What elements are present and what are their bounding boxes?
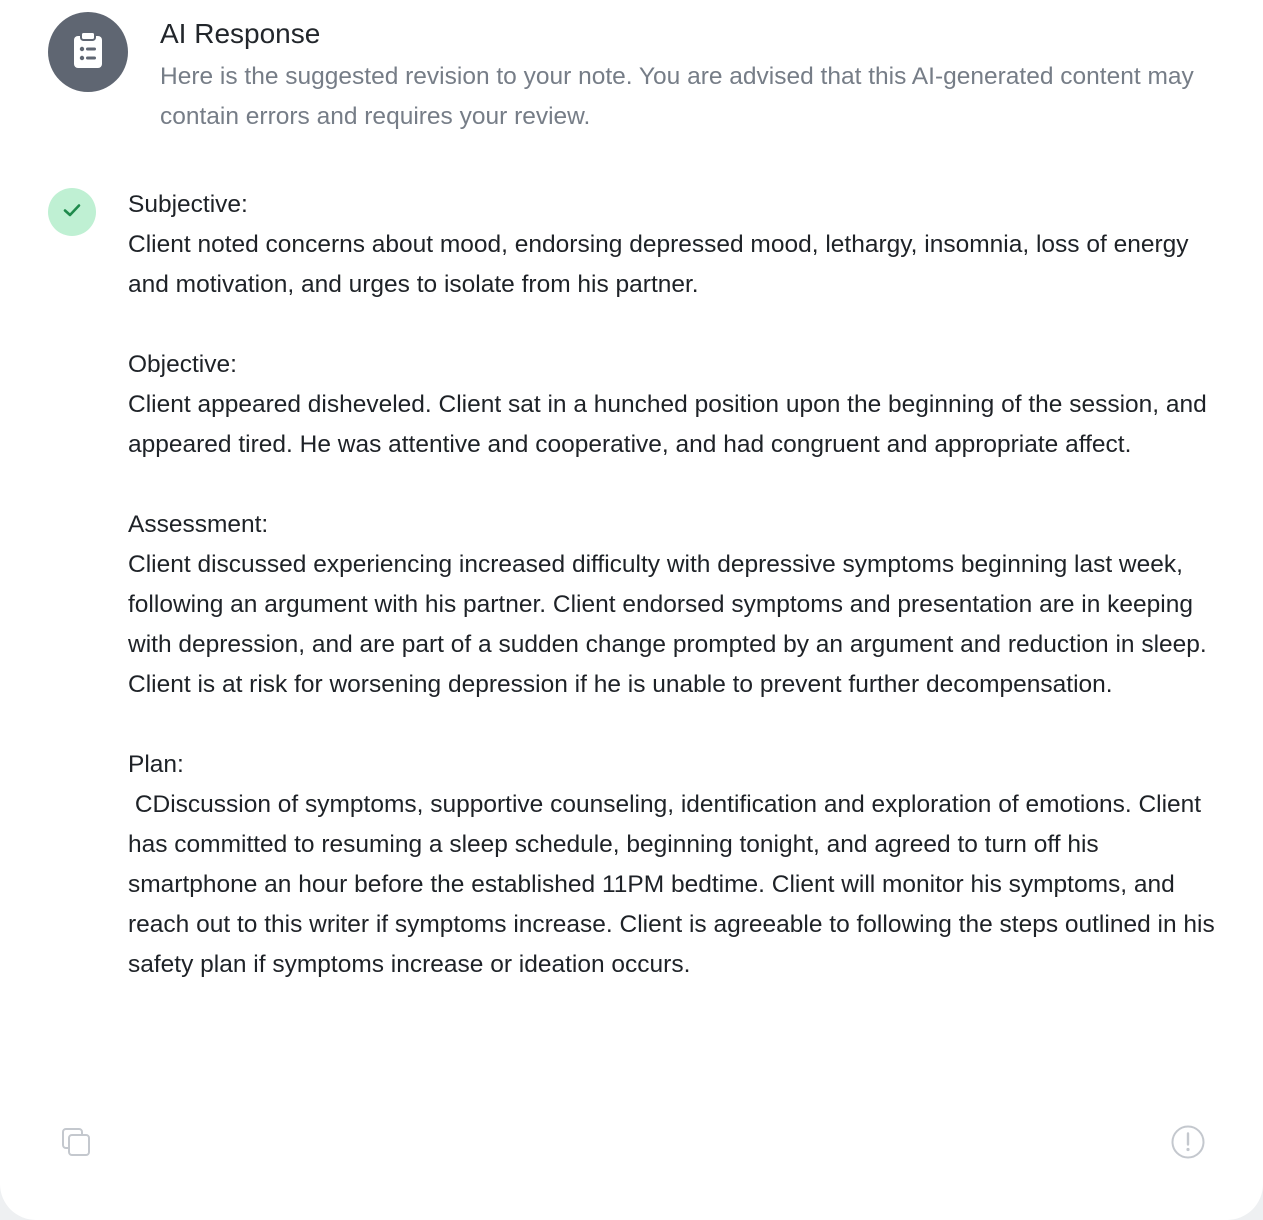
objective-section	[128, 345, 1228, 465]
plan-section	[128, 745, 1228, 985]
response-title: AI Response	[160, 18, 321, 49]
section-body: Client noted concerns about mood, endorsing depressed mood, lethargy, insomnia, loss of energy and motivation, and urges to isolate from his partner.	[128, 231, 1189, 298]
soap-note	[128, 185, 1228, 1025]
response-disclaimer: Here is the suggested revision to your note. You are advised that this AI-generated content may contain errors and requires your review.	[160, 63, 1194, 130]
clipboard-list-icon	[71, 30, 105, 75]
ai-avatar	[48, 12, 128, 92]
checkmark-icon	[60, 198, 84, 227]
section-heading: Subjective:	[128, 191, 248, 218]
report-issue-button[interactable]	[1170, 1126, 1206, 1162]
copy-icon	[60, 1126, 92, 1163]
section-body: Client discussed experiencing increased difficulty with depressive symptoms beginning last week, following an argument with his partner. Client endorsed symptoms and presentation are in keeping with depression, and are part of a sudden change prompted by an argument and reduction in sleep. Client is at risk for worsening depression if he is unable to prevent further decompensation.	[128, 551, 1207, 698]
report-issue-icon	[1170, 1124, 1206, 1165]
section-body: Client appeared disheveled. Client sat in a hunched position upon the beginning of the session, and appeared tired. He was attentive and cooperative, and had congruent and appropriate affect.	[128, 391, 1207, 458]
status-badge	[48, 188, 96, 236]
section-heading: Plan:	[128, 751, 184, 778]
assessment-section	[128, 505, 1228, 705]
copy-button[interactable]	[58, 1126, 94, 1162]
subjective-section	[128, 185, 1228, 305]
section-heading: Assessment:	[128, 511, 269, 538]
section-body: CDiscussion of symptoms, supportive counseling, identification and exploration of emotions. Client has committed to resuming a sleep schedule, beginning tonight, and agreed to turn off his smartphone an hour before the established 11PM bedtime. Client will monitor his symptoms, and reach out to this writer if symptoms increase. Client is agreeable to following the steps outlined in his safety plan if symptoms increase or ideation occurs.	[128, 791, 1222, 978]
section-heading: Objective:	[128, 351, 237, 378]
